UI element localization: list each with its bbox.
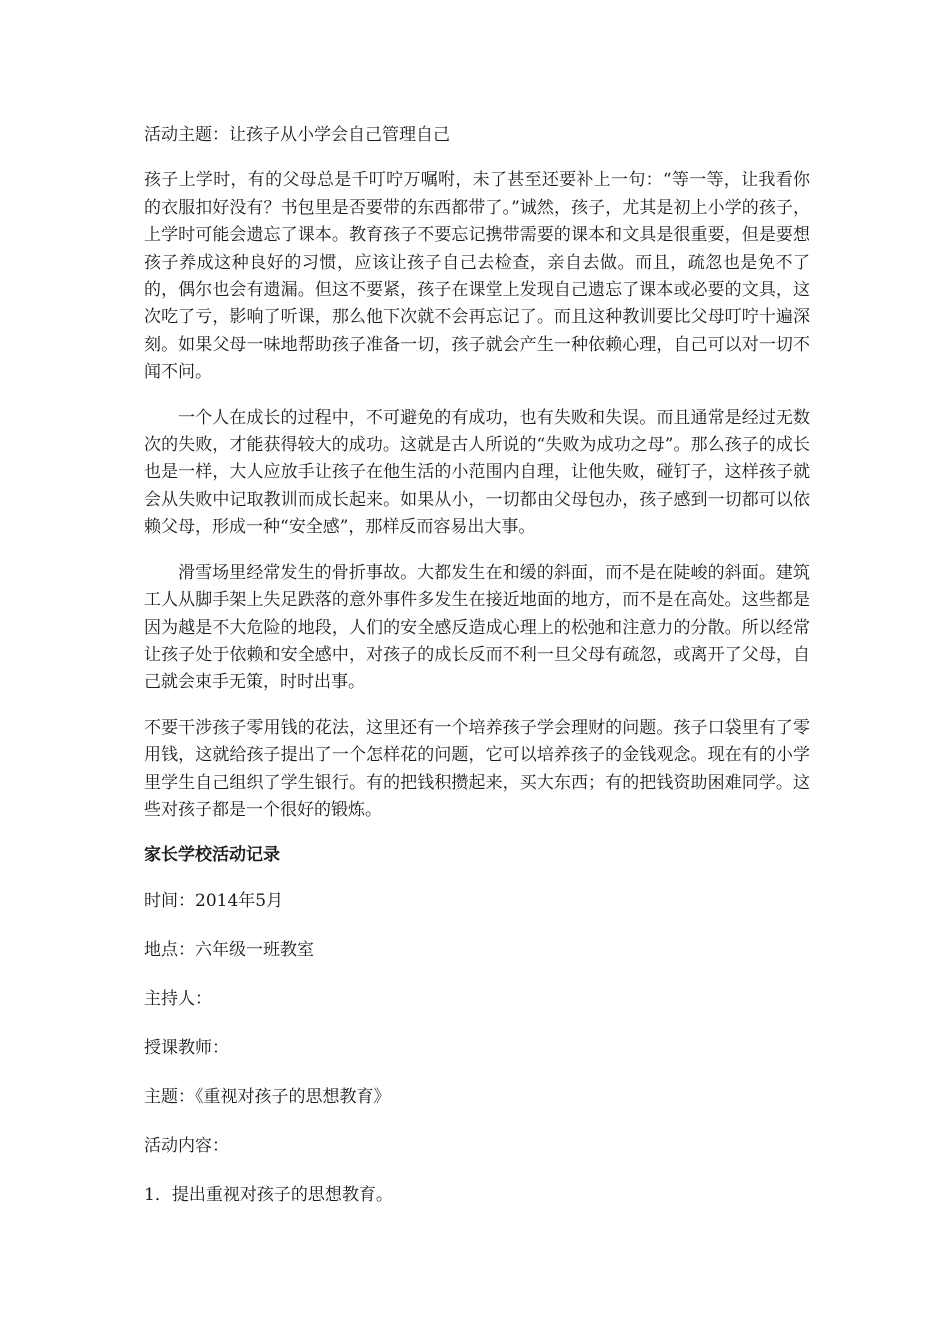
record-host: 主持人： [144,988,212,1009]
paragraph-2: 一个人在成长的过程中，不可避免的有成功，也有失败和失误。而且通常是经过无数次的失败，才能获得较大的成功。这就是古人所说的“失败为成功之母”。那么孩子的成长也是一样，大人应放手让孩子在他生活的小范围内自理，让他失败，碰钉子，这样孩子就会从失败中记取教训而成长起来。如果从小，一切都由父母包办，孩子感到一切都可以依赖父母，形成一种“安全感”，那样反而容易出大事。 [144,407,810,538]
record-heading: 家长学校活动记录 [144,845,280,866]
record-item-1: 1．提出重视对孩子的思想教育。 [144,1185,393,1206]
paragraph-1: 孩子上学时，有的父母总是千叮咛万嘱咐，未了甚至还要补上一句：“等一等，让我看你的衣服扣好没有？书包里是否要带的东西都带了。”诚然，孩子，尤其是初上小学的孩子，上学时可能会遗忘了课本。教育孩子不要忘记携带需要的课本和文具是很重要，但是要想孩子养成这种良好的习惯，应该让孩子自己去检查，亲自去做。而且，疏忽也是免不了的，偶尔也会有遗漏。但这不要紧，孩子在课堂上发现自己遗忘了课本或必要的文具，这次吃了亏，影响了听课，那么他下次就不会再忘记了。而且这种教训要比父母叮咛十遍深刻。如果父母一味地帮助孩子准备一切，孩子就会产生一种依赖心理，自己可以对一切不闻不问。 [144,170,810,383]
record-theme: 主题：《重视对孩子的思想教育》 [144,1087,391,1108]
paragraph-3: 滑雪场里经常发生的骨折事故。大都发生在和缓的斜面，而不是在陡峻的斜面。建筑工人从脚手架上失足跌落的意外事件多发生在接近地面的地方，而不是在高处。这些都是因为越是不大危险的地段，人们的安全感反造成心理上的松弛和注意力的分散。所以经常让孩子处于依赖和安全感中，对孩子的成长反而不利一旦父母有疏忽，或离开了父母，自己就会束手无策，时时出事。 [144,562,810,693]
record-location: 地点：六年级一班教室 [144,939,314,960]
record-teacher: 授课教师： [144,1038,229,1059]
record-time: 时间：2014年5月 [144,890,284,911]
paragraph-4: 不要干涉孩子零用钱的花法，这里还有一个培养孩子学会理财的问题。孩子口袋里有了零用钱，这就给孩子提出了一个怎样花的问题，它可以培养孩子的金钱观念。现在有的小学里学生自己组织了学生银行。有的把钱积攒起来，买大东西；有的把钱资助困难同学。这些对孩子都是一个很好的锻炼。 [144,717,810,820]
document-body [144,122,810,1231]
record-content-label: 活动内容： [144,1136,229,1157]
activity-theme: 活动主题：让孩子从小学会自己管理自己 [144,125,450,145]
